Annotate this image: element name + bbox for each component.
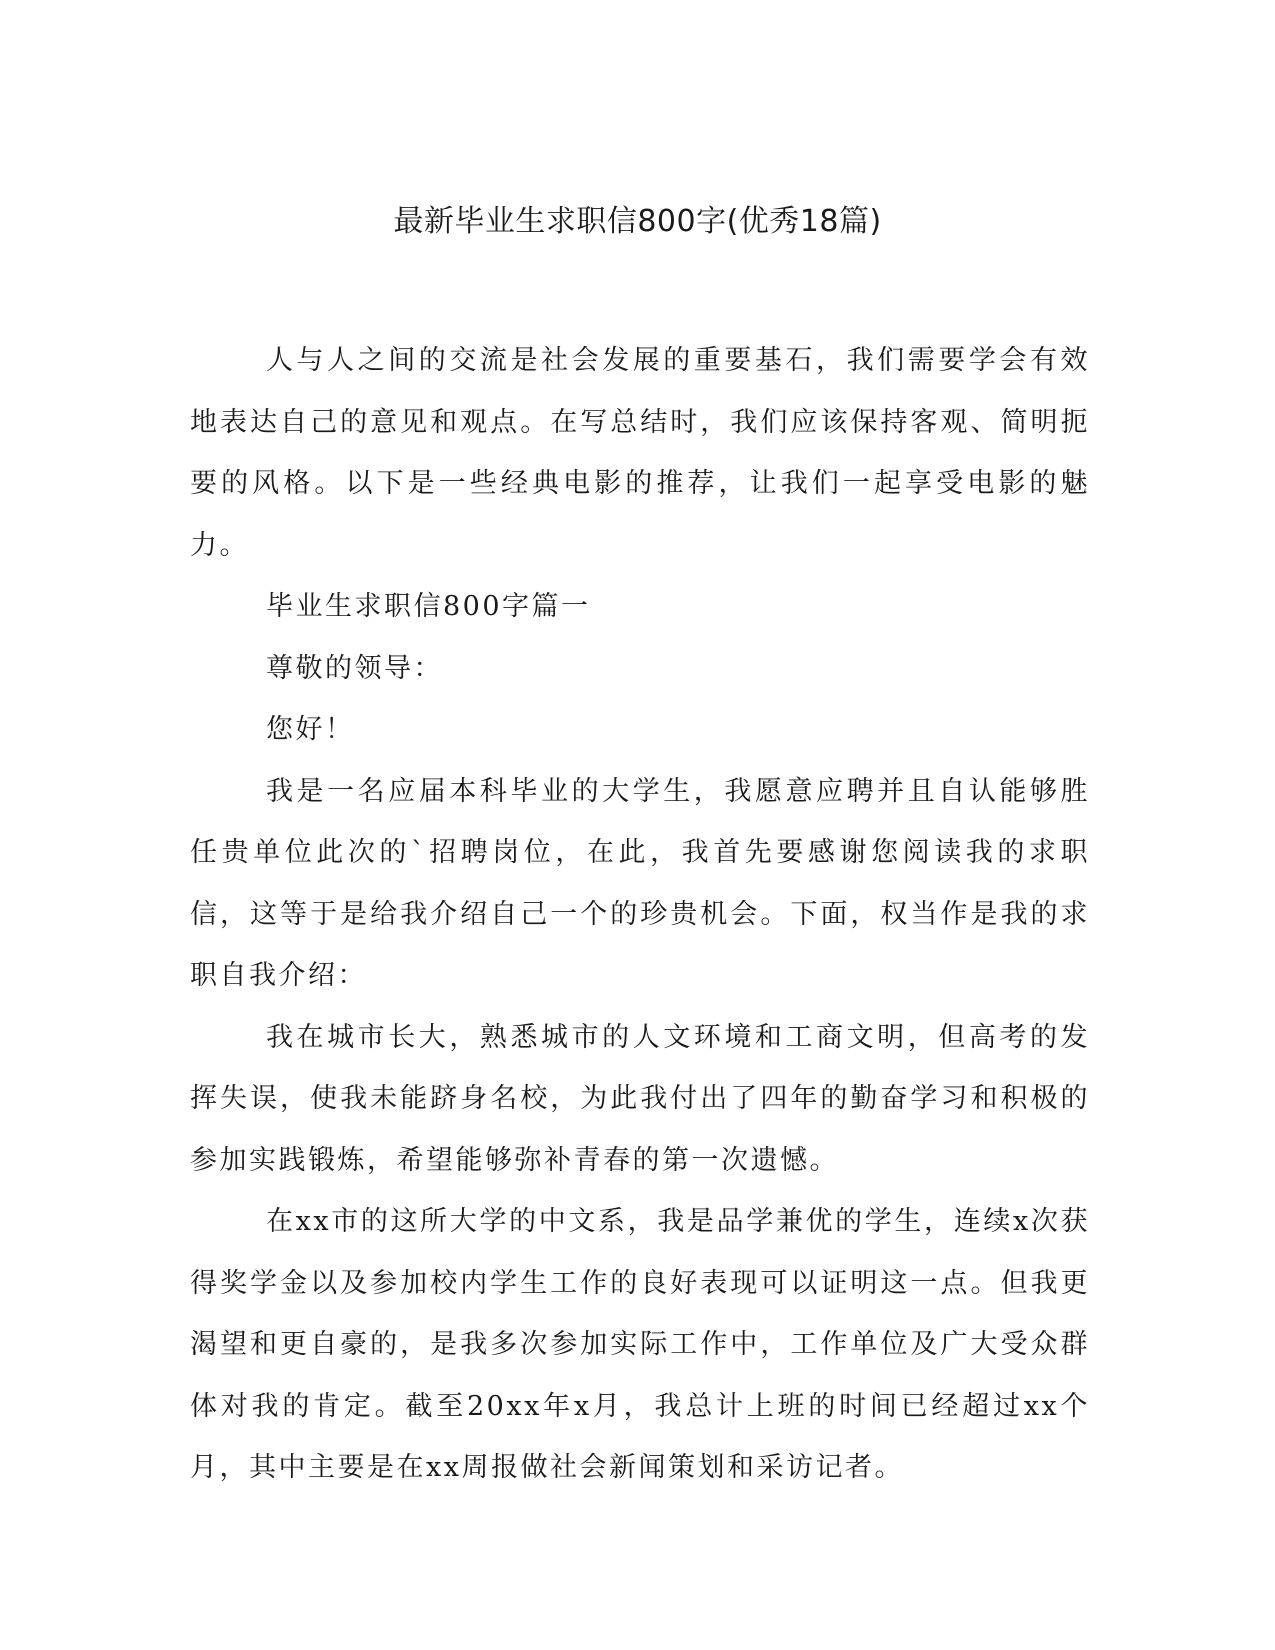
- greeting: 您好！: [266, 714, 355, 745]
- section-heading: 毕业生求职信800字篇一: [266, 591, 591, 622]
- document-body: [190, 330, 1090, 1499]
- document-title: 最新毕业生求职信800字(优秀18篇): [393, 204, 882, 239]
- body-paragraph: 我是一名应届本科毕业的大学生，我愿意应聘并且自认能够胜任贵单位此次的`招聘岗位，在此，我首先要感谢您阅读我的求职信，这等于是给我介绍自己一个的珍贵机会。下面，权当作是我的求职自我介绍：: [190, 775, 1090, 991]
- salutation: 尊敬的领导：: [266, 652, 443, 684]
- body-paragraph: 我在城市长大，熟悉城市的人文环境和工商文明，但高考的发挥失误，使我未能跻身名校，为此我付出了四年的勤奋学习和积极的参加实践锻炼，希望能够弥补青春的第一次遗憾。: [190, 1021, 1090, 1176]
- body-paragraph: 在xx市的这所大学的中文系，我是品学兼优的学生，连续x次获得奖学金以及参加校内学生工作的良好表现可以证明这一点。但我更渴望和更自豪的，是我多次参加实际工作中，工作单位及广大受众群体对我的肯定。截至20xx年x月，我总计上班的时间已经超过xx个月，其中主要是在xx周报做社会新闻策划和采访记者。: [190, 1206, 1090, 1483]
- intro-paragraph: 人与人之间的交流是社会发展的重要基石，我们需要学会有效地表达自己的意见和观点。在写总结时，我们应该保持客观、简明扼要的风格。以下是一些经典电影的推荐，让我们一起享受电影的魅力。: [190, 345, 1090, 561]
